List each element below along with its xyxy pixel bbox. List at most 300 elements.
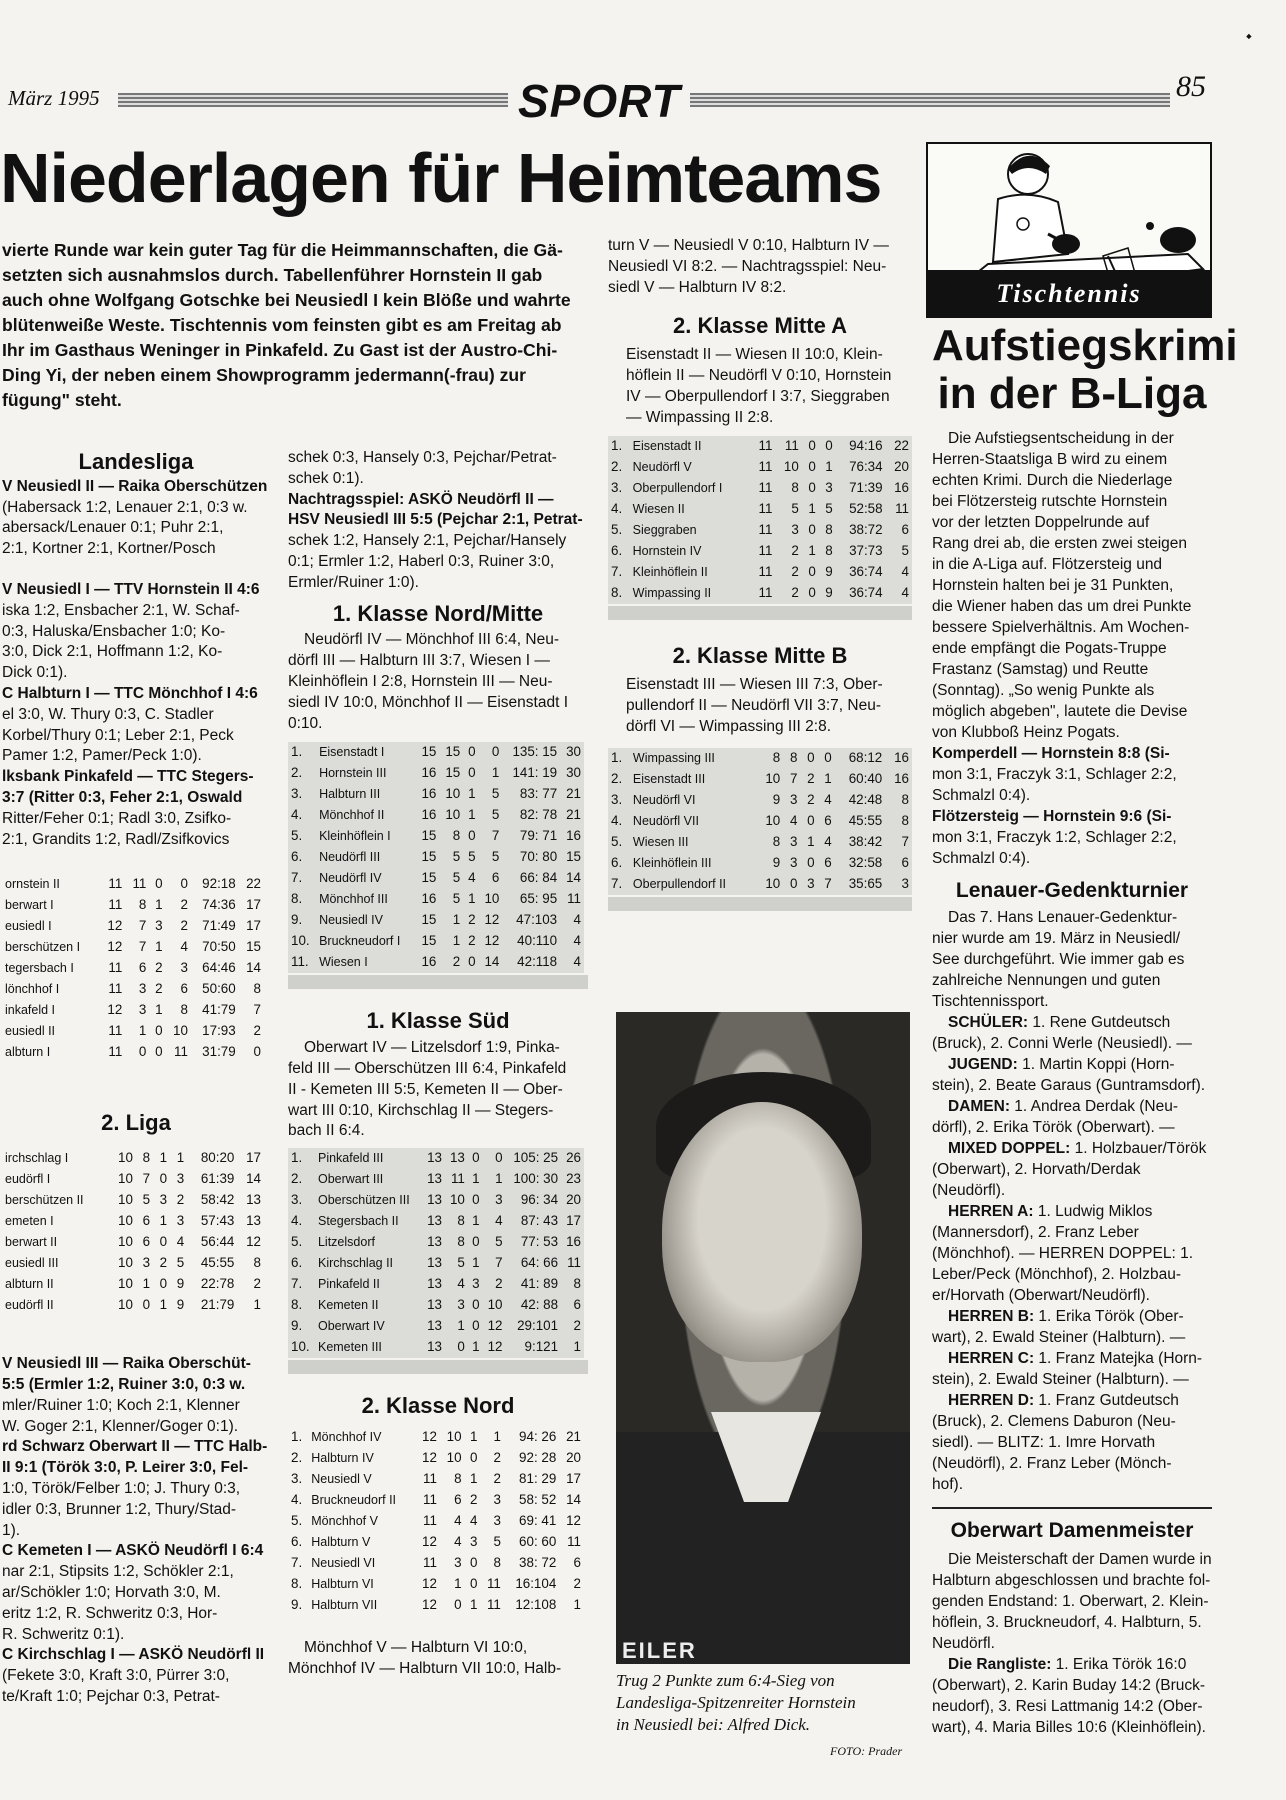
table-cell: 58:42 (200, 1192, 235, 1208)
table-cell: lönchhof I (5, 982, 60, 997)
text-line: HERREN C: 1. Franz Matejka (Horn- (948, 1350, 1203, 1367)
table-cell: Halbturn V (311, 1535, 371, 1550)
table-cell: 11 (108, 1023, 123, 1039)
table-cell: 0 (807, 812, 815, 828)
table-row (288, 1553, 584, 1574)
table-row (2, 1000, 264, 1021)
table-cell: 16 (894, 480, 909, 496)
table-cell: 56:44 (200, 1234, 235, 1250)
table-cell: 3 (457, 1297, 465, 1313)
table-row (608, 541, 912, 562)
table-cell: 10 (118, 1276, 133, 1292)
table-cell: 0 (159, 1171, 168, 1187)
table-row (288, 763, 584, 784)
table-cell: 4. (611, 501, 623, 517)
table-row (288, 1211, 584, 1232)
text-line: siedl V — Halbturn IV 8:2. (608, 278, 787, 296)
lenauer-results (932, 907, 1212, 1495)
text-line: 3:0, Dick 2:1, Hoffmann 1:2, Ko- (2, 643, 223, 661)
table-cell: 4 (901, 564, 909, 580)
table-cell: 10 (118, 1192, 133, 1208)
table-cell: 3 (155, 918, 163, 934)
nordmitte-table (288, 742, 584, 973)
table-cell: 5. (291, 1234, 303, 1250)
mitteB-results (608, 675, 912, 737)
page-number: 85 (1176, 70, 1206, 103)
table-cell: 5. (611, 833, 623, 849)
table-cell: 1. (291, 744, 303, 760)
table-cell: Kleinhöflein I (319, 829, 391, 844)
damen-results (932, 1549, 1212, 1738)
table-cell: 80:20 (200, 1150, 235, 1166)
table-cell: 10 (446, 1429, 462, 1445)
text-line: Komperdell — Hornstein 8:8 (Si- (932, 745, 1170, 762)
table-cell: 7 (789, 770, 798, 786)
table-cell: 1 (452, 933, 461, 949)
table-cell: 12:108 (515, 1597, 557, 1613)
text-line: Pamer 1:2, Pamer/Peck 1:0). (2, 747, 202, 765)
table-cell: 7 (142, 1171, 151, 1187)
sued-results (288, 1038, 588, 1142)
table-cell: 8 (457, 1213, 465, 1229)
table-cell: 5 (495, 1234, 503, 1250)
table-cell: 1. (291, 1150, 303, 1166)
text-line: turn V — Neusiedl V 0:10, Halbturn IV — (608, 237, 889, 254)
table-cell: 2 (493, 1471, 501, 1487)
text-line: Ermler/Ruiner 1:0). (288, 573, 419, 591)
landesliga-results (2, 477, 270, 851)
table-cell: 0 (180, 876, 188, 892)
table-cell: 17 (566, 1213, 581, 1229)
table-cell: 0 (808, 564, 816, 580)
table-cell: 8 (901, 791, 909, 807)
table-cell: 11 (423, 1492, 437, 1508)
table-cell: 2 (155, 981, 163, 997)
table-cell: 8. (291, 1297, 303, 1313)
table-cell: 2 (493, 1450, 501, 1466)
table-cell: 11 (567, 1255, 581, 1271)
table-cell: 10 (118, 1213, 133, 1229)
table-cell: 14 (566, 1492, 581, 1508)
table-row (2, 937, 264, 958)
text-line: Oberwart IV — Litzelsdorf 1:9, Pinka- (304, 1039, 560, 1057)
table-cell: 2. (291, 1171, 303, 1187)
table-cell: Wiesen II (632, 502, 685, 517)
sidebar-headline (932, 321, 1238, 418)
table-cell: 7 (491, 828, 500, 844)
table-cell: 69: 41 (519, 1513, 557, 1529)
sidebar-headline-line: Aufstiegskrimi (932, 321, 1238, 370)
table-cell: 6 (180, 981, 188, 997)
table-row (608, 583, 912, 604)
text-line: te/Kraft 1:0; Pejchar 0:3, Petrat- (2, 1687, 220, 1705)
table-cell: 6 (142, 1213, 151, 1229)
table-cell: 4 (457, 1276, 465, 1292)
table-cell: 8 (772, 833, 781, 849)
liga2-table (2, 1148, 264, 1316)
table-cell: 0 (138, 1044, 147, 1060)
text-line: schek 1:2, Hansely 2:1, Pejchar/Hansely (288, 532, 567, 550)
table-cell: 1. (611, 749, 623, 765)
table-cell: 2 (180, 918, 188, 934)
table-cell: Bruckneudorf I (319, 934, 401, 949)
lead-line: vierte Runde war kein guter Tag für die Heimmannschaften, die Gä- (2, 240, 563, 260)
table-cell: tegersbach I (5, 961, 74, 976)
table-row (288, 784, 584, 805)
table-cell: 17:93 (202, 1023, 236, 1039)
nordmitte-heading: 1. Klasse Nord/Mitte (332, 600, 544, 626)
text-line: die Wiener haben das um drei Punkte (932, 598, 1192, 615)
table-cell: 0 (472, 1192, 480, 1208)
table-cell: 11 (758, 585, 773, 601)
table-cell: 38: 72 (519, 1555, 557, 1571)
table-cell: 9. (291, 1318, 303, 1334)
table-cell: 0 (468, 954, 476, 970)
table-row (288, 1253, 584, 1274)
table-row (608, 499, 912, 520)
table-cell: 4 (824, 833, 832, 849)
table-cell: 7. (611, 875, 623, 891)
table-cell: 5 (491, 807, 500, 823)
table-bar (608, 897, 912, 911)
table-cell: 87: 43 (520, 1213, 559, 1229)
table-cell: 1 (159, 1297, 168, 1313)
text-line: (Sonntag). „So wenig Punkte als (932, 682, 1155, 699)
table-cell: 4 (495, 1213, 503, 1229)
table-cell: eusiedl I (5, 919, 52, 934)
scan-mark: ⬩ (1246, 28, 1252, 45)
text-line: Dick 0:1). (2, 664, 68, 682)
table-cell: 5 (825, 501, 833, 517)
table-row (608, 790, 912, 811)
table-cell: 3 (472, 1276, 480, 1292)
caption-line: in Neusiedl bei: Alfred Dick. (616, 1715, 811, 1734)
table-cell: 3 (789, 854, 798, 870)
table-cell: 13 (427, 1297, 442, 1313)
headline: Niederlagen für Heimteams (0, 139, 882, 217)
table-cell: 0 (142, 1297, 151, 1313)
table-cell: 5 (901, 543, 909, 559)
table-cell: 2. (291, 765, 303, 781)
table-cell: irchschlag I (5, 1151, 69, 1166)
table-cell: 42: 88 (520, 1297, 559, 1313)
table-cell: 15 (445, 744, 461, 760)
table-cell: 17 (246, 918, 261, 934)
table-cell: 6. (611, 543, 623, 559)
table-cell: 3. (611, 791, 623, 807)
table-cell: 4 (469, 1513, 478, 1529)
table-cell: 3 (493, 1492, 501, 1508)
table-row (288, 868, 584, 889)
table-cell: 2 (468, 912, 476, 928)
table-cell: 8. (291, 1576, 303, 1592)
table-cell: 30 (566, 744, 581, 760)
text-line: ende empfängt die Pogats-Truppe (932, 640, 1167, 657)
table-row (288, 826, 584, 847)
table-cell: 0 (472, 1150, 480, 1166)
table-cell: 22 (246, 876, 261, 892)
section-title: SPORT (518, 75, 681, 127)
table-cell: 12 (484, 912, 500, 928)
table-cell: 11 (895, 501, 909, 517)
table-row (288, 1574, 584, 1595)
table-cell: 57:43 (200, 1213, 235, 1229)
table-cell: Kleinhöflein III (632, 855, 712, 870)
table-cell: 3 (825, 480, 833, 496)
table-cell: 16 (894, 770, 909, 786)
table-cell: 6 (142, 1234, 151, 1250)
table-cell: 100: 30 (513, 1171, 559, 1187)
nordmitte-results (288, 630, 588, 734)
table-cell: 11 (758, 459, 773, 475)
shirt-logo: EILER (622, 1638, 697, 1663)
text-line: R. Schweritz 0:1). (2, 1625, 125, 1643)
table-cell: ornstein II (5, 877, 60, 892)
table-cell: 5 (491, 849, 500, 865)
table-cell: eudörfl I (5, 1172, 51, 1187)
text-line: Halbturn abgeschlossen und brachte fol- (932, 1572, 1211, 1589)
table-cell: Eisenstadt II (632, 439, 702, 454)
table-cell: 21 (566, 1429, 581, 1445)
table-cell: 9 (176, 1297, 185, 1313)
table-cell: 4 (573, 933, 581, 949)
table-cell: 36:74 (849, 564, 883, 580)
text-line: C Kemeten I — ASKÖ Neudörfl I 6:4 (2, 1542, 264, 1560)
table-cell: 14 (246, 1171, 261, 1187)
text-line: mler/Ruiner 1:0; Koch 2:1, Klenner (2, 1396, 240, 1414)
table-cell: 9:121 (524, 1339, 559, 1355)
header-rule-left (118, 93, 508, 107)
table-cell: 11 (108, 981, 123, 997)
text-line: DAMEN: 1. Andrea Derdak (Neu- (948, 1098, 1179, 1115)
sidebar-story (932, 428, 1212, 869)
table-row (2, 916, 264, 937)
table-cell: 12 (487, 1318, 503, 1334)
table-cell: 47:103 (516, 912, 558, 928)
text-line: bessere Spielverhältnis. Am Wochen- (932, 619, 1190, 636)
table-cell: 4 (468, 870, 476, 886)
table-cell: Mönchhof III (319, 892, 388, 907)
table-cell: 10 (449, 1192, 465, 1208)
table-cell: 0 (155, 1023, 163, 1039)
table-cell: 17 (246, 897, 261, 913)
table-cell: 4 (901, 585, 909, 601)
text-line: V Neusiedl II — Raika Oberschützen (2, 477, 268, 495)
table-cell: 7 (138, 918, 147, 934)
photo-caption (616, 1670, 916, 1736)
text-line: JUGEND: 1. Martin Koppi (Horn- (948, 1056, 1175, 1073)
table-cell: 16 (566, 828, 581, 844)
table-cell: Litzelsdorf (317, 1235, 375, 1250)
mitteA-table (608, 436, 912, 604)
table-cell: 0 (457, 1339, 465, 1355)
table-cell: 12 (566, 1513, 581, 1529)
text-line: MIXED DOPPEL: 1. Holzbauer/Török (948, 1140, 1207, 1157)
text-line: Mönchhof V — Halbturn VI 10:0, (304, 1638, 528, 1656)
table-row (2, 1274, 264, 1295)
text-line: wart), 4. Maria Billes 10:6 (Kleinhöflein). (932, 1719, 1206, 1736)
table-cell: 15 (421, 870, 437, 886)
table-cell: 13 (427, 1171, 442, 1187)
text-line: stein), 2. Ewald Steiner (Halbturn). — (932, 1371, 1189, 1388)
table-cell: 41: 89 (520, 1276, 559, 1292)
table-cell: 10 (484, 891, 500, 907)
table-row (608, 853, 912, 874)
table-cell: Mönchhof II (319, 808, 385, 823)
table-bar (288, 975, 588, 989)
table-bar (608, 606, 912, 620)
table-row (2, 895, 264, 916)
table-cell: 7. (291, 1276, 303, 1292)
table-cell: 10 (118, 1234, 133, 1250)
table-cell: eudörfl II (5, 1298, 54, 1313)
table-cell: 4 (454, 1513, 462, 1529)
text-line: Das 7. Hans Lenauer-Gedenktur- (948, 909, 1178, 926)
table-cell: 6 (901, 522, 909, 538)
text-line: siedl IV 10:0, Mönchhof II — Eisenstadt I (288, 693, 569, 711)
table-cell: 8 (180, 1002, 188, 1018)
table-cell: 6 (573, 1555, 581, 1571)
table-row (2, 979, 264, 1000)
table-cell: eusiedl II (5, 1024, 56, 1039)
table-cell: 11 (108, 960, 123, 976)
table-cell: 0 (472, 1234, 480, 1250)
mitteA-heading: 2. Klasse Mitte A (672, 313, 848, 339)
table-cell: 11 (450, 1171, 465, 1187)
table-cell: 92:18 (202, 876, 236, 892)
table-cell: 40:110 (517, 933, 558, 949)
table-cell: 0 (808, 522, 816, 538)
table-cell: 11 (108, 876, 123, 892)
table-cell: 96: 34 (520, 1192, 559, 1208)
table-cell: 30 (566, 765, 581, 781)
table-cell: 21:79 (200, 1297, 235, 1313)
text-line: Neusiedl VI 8:2. — Nachtragsspiel: Neu- (608, 257, 887, 275)
table-cell: 22:78 (200, 1276, 235, 1292)
table-cell: 1 (142, 1276, 151, 1292)
table-cell: 10 (118, 1171, 133, 1187)
table-cell: 13 (427, 1150, 442, 1166)
table-cell: 7 (824, 875, 832, 891)
text-line: wart), 2. Ewald Steiner (Halbturn). — (932, 1329, 1186, 1346)
text-line: Eisenstadt III — Wiesen III 7:3, Ober- (626, 676, 883, 694)
table-cell: 16 (421, 891, 437, 907)
table-cell: 9. (291, 1597, 303, 1613)
table-cell: 0 (454, 1597, 462, 1613)
table-row (288, 1532, 584, 1553)
table-cell: 8 (457, 1234, 465, 1250)
table-cell: 0 (808, 585, 816, 601)
table-cell: 2 (253, 1023, 261, 1039)
mitteB-heading: 2. Klasse Mitte B (672, 643, 848, 669)
table-cell: 3 (176, 1213, 185, 1229)
table-cell: 60: 60 (519, 1534, 557, 1550)
table-cell: 5 (452, 891, 461, 907)
table-cell: 52:58 (849, 501, 883, 517)
table-cell: 16 (421, 807, 437, 823)
table-cell: 2 (468, 933, 476, 949)
text-line: lksbank Pinkafeld — TTC Stegers- (2, 768, 254, 786)
text-line: abersack/Lenauer 0:1; Puhr 2:1, (2, 519, 224, 537)
table-cell: Neusiedl VI (311, 1556, 376, 1571)
table-row (288, 910, 584, 931)
table-cell: 4 (789, 812, 798, 828)
text-line: Nachtragsspiel: ASKÖ Neudörfl II — (288, 490, 554, 508)
nord-results (288, 1638, 588, 1680)
table-cell: 68:12 (848, 749, 883, 765)
table-cell: Halbturn III (319, 787, 381, 802)
text-line: Frastanz (Samstag) und Reutte (932, 661, 1149, 678)
table-cell: 0 (468, 744, 476, 760)
table-cell: 14 (246, 960, 261, 976)
table-cell: 8. (611, 585, 623, 601)
table-cell: 15 (421, 828, 437, 844)
table-cell: 10 (765, 812, 781, 828)
table-cell: 6 (138, 960, 147, 976)
table-cell: 9 (176, 1276, 185, 1292)
table-cell: 3 (495, 1192, 503, 1208)
text-line: IV — Oberpullendorf I 3:7, Sieggraben (626, 387, 890, 405)
table-row (288, 952, 584, 973)
table-row (2, 1295, 264, 1316)
text-line: (Fekete 3:0, Kraft 3:0, Pürrer 3:0, (2, 1667, 230, 1685)
table-row (608, 832, 912, 853)
table-row (288, 1490, 584, 1511)
caption-line: Trug 2 Punkte zum 6:4-Sieg von (616, 1671, 835, 1690)
table-cell: 38:72 (849, 522, 883, 538)
table-cell: Oberpullendorf I (632, 481, 723, 496)
text-line: schek 0:3, Hansely 0:3, Pejchar/Petrat- (288, 449, 557, 466)
table-cell: 1. (611, 438, 623, 454)
table-cell: 11 (758, 564, 773, 580)
table-cell: 0 (472, 1318, 480, 1334)
table-cell: inkafeld I (5, 1003, 56, 1018)
table-row (288, 1274, 584, 1295)
table-cell: 15 (421, 849, 437, 865)
table-cell: 6 (491, 870, 500, 886)
table-cell: berschützen II (5, 1193, 84, 1208)
issue-date: März 1995 (8, 86, 100, 110)
text-line: neudorf), 3. Resi Lattmanig 14:2 (Ober- (932, 1698, 1203, 1715)
table-cell: 11 (423, 1471, 437, 1487)
table-cell: 10 (445, 807, 461, 823)
damen-heading: Oberwart Damenmeister (950, 1519, 1194, 1542)
caption-line: Landesliga-Spitzenreiter Hornstein (616, 1693, 856, 1712)
table-cell: 4. (291, 807, 303, 823)
lenauer-heading: Lenauer-Gedenkturnier (955, 879, 1189, 902)
table-cell: 42:48 (848, 791, 883, 807)
table-cell: 32:58 (848, 854, 883, 870)
table-cell: 2 (155, 960, 163, 976)
column-3 (608, 236, 912, 911)
table-cell: 0 (807, 854, 815, 870)
text-line: siedl). — BLITZ: 1. Imre Horvath (932, 1434, 1156, 1451)
table-cell: 2 (791, 585, 799, 601)
table-cell: 70:50 (202, 939, 236, 955)
table-cell: 8 (454, 1471, 462, 1487)
table-cell: 12 (422, 1597, 437, 1613)
table-cell: Halbturn IV (311, 1451, 374, 1466)
table-cell: 4 (180, 939, 188, 955)
table-cell: 36:74 (849, 585, 883, 601)
table-cell: 0 (825, 438, 833, 454)
table-cell: Kemeten II (317, 1298, 379, 1313)
text-line: Herren-Staatsliga B wird zu einem (932, 451, 1168, 468)
table-cell: Neusiedl V (311, 1472, 372, 1487)
table-cell: 3. (291, 1471, 303, 1487)
table-cell: 12 (487, 1339, 503, 1355)
table-cell: 5 (493, 1534, 501, 1550)
